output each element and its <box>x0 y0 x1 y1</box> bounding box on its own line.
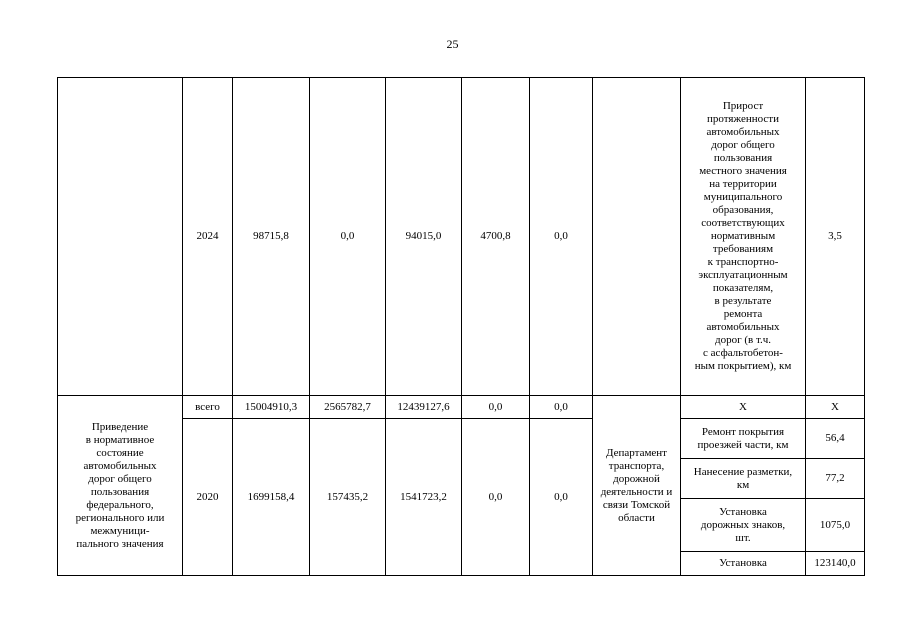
total-2020-cell: 1699158,4 <box>233 419 310 576</box>
federal-2020-cell: 157435,2 <box>310 419 386 576</box>
total-indicator-cell: Х <box>681 396 806 419</box>
event-name-cell: Приведение в нормативное состояние автомобильных дорог общего пользования федерального, регионального или межмуници- пального значения <box>58 396 183 576</box>
indicator-road-signs-cell: Установка дорожных знаков, шт. <box>681 499 806 552</box>
total-federal-cell: 2565782,7 <box>310 396 386 419</box>
extra-budget-cell: 0,0 <box>530 78 593 396</box>
indicator-installation-cell: Установка <box>681 552 806 576</box>
year-cell: 2024 <box>183 78 233 396</box>
regional-2020-cell: 1541723,2 <box>386 419 462 576</box>
total-indicator-value-cell: Х <box>806 396 865 419</box>
total-label-cell: всего <box>183 396 233 419</box>
extra-2020-cell: 0,0 <box>530 419 593 576</box>
local-budget-cell: 4700,8 <box>462 78 530 396</box>
indicator-road-signs-value: 1075,0 <box>806 499 865 552</box>
event-name-cell-empty <box>58 78 183 396</box>
total-sum-cell: 15004910,3 <box>233 396 310 419</box>
executor-cell <box>593 78 681 396</box>
local-2020-cell: 0,0 <box>462 419 530 576</box>
executor-department-cell: Департамент транспорта, дорожной деятельности и связи Томской области <box>593 396 681 576</box>
table-row-total <box>58 396 865 419</box>
federal-budget-cell: 0,0 <box>310 78 386 396</box>
total-regional-cell: 12439127,6 <box>386 396 462 419</box>
total-local-cell: 0,0 <box>462 396 530 419</box>
indicator-value-cell: 3,5 <box>806 78 865 396</box>
indicator-road-repair-value: 56,4 <box>806 419 865 459</box>
total-cell: 98715,8 <box>233 78 310 396</box>
table-row-2024 <box>58 78 865 396</box>
year-2020-cell: 2020 <box>183 419 233 576</box>
regional-budget-cell: 94015,0 <box>386 78 462 396</box>
indicator-marking-cell: Нанесение разметки, км <box>681 459 806 499</box>
indicator-name-cell: Прирост протяженности автомобильных дорог общего пользования местного значения на территории муниципального образования, соответствующих нормативным требованиям к транспортно- эксплуатационным показателям, в результате ремонта автомобильных дорог (в т.ч. с асфальтобетон- ным покрытием), км <box>681 78 806 396</box>
total-extra-cell: 0,0 <box>530 396 593 419</box>
indicator-installation-value: 123140,0 <box>806 552 865 576</box>
indicator-road-repair-cell: Ремонт покрытия проезжей части, км <box>681 419 806 459</box>
page-number: 25 <box>446 37 459 51</box>
indicator-marking-value: 77,2 <box>806 459 865 499</box>
budget-table <box>57 77 865 576</box>
